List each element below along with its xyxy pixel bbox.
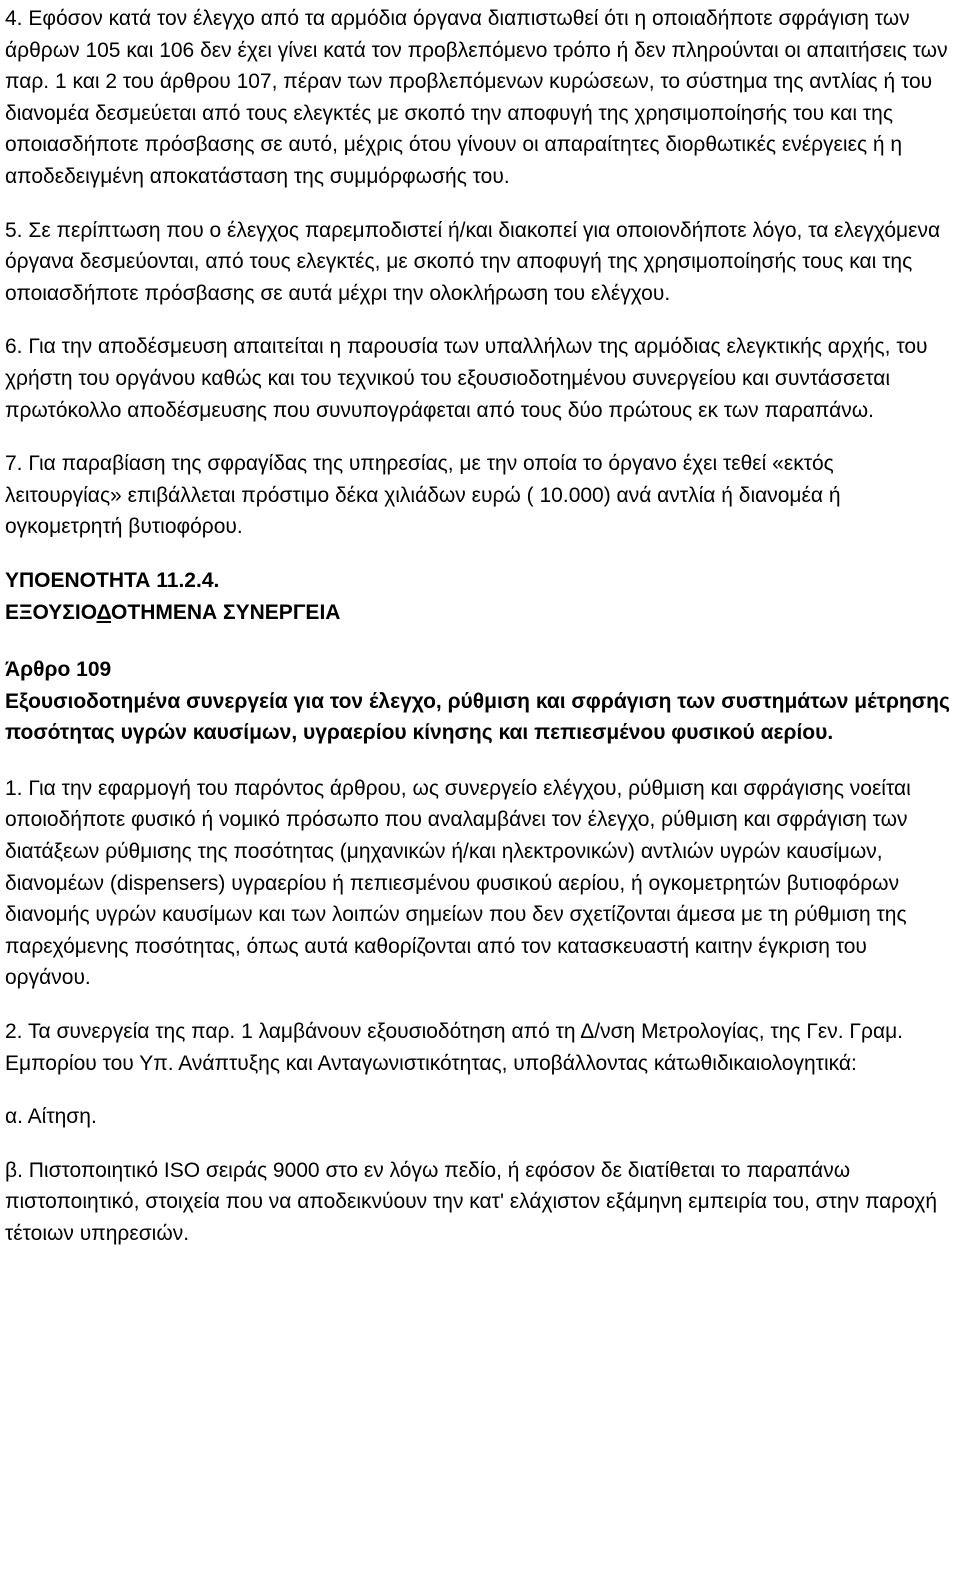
article-number: Άρθρο 109 (5, 658, 112, 682)
paragraph-7: 7. Για παραβίαση της σφραγίδας της υπηρεσίας, με την οποία το όργανο έχει τεθεί «εκτός λειτουργίας» επιβάλλεται πρόστιμο δέκα χιλιάδων ευρώ ( 10.000) ανά αντλία ή διανομέα ή ογκομετρητή βυτιοφόρου. (5, 452, 841, 539)
article-paragraph-1: 1. Για την εφαρμογή του παρόντος άρθρου, ως συνεργείο ελέγχου, ρύθμιση και σφράγισης νοείται οποιοδήποτε φυσικό ή νομικό πρόσωπο που αναλαμβάνει τον έλεγχο, ρύθμιση και σφράγιση των διατάξεων ρύθμισης της ποσότητας (μηχανικών ή/και ηλεκτρονικών) αντλιών υγρών καυσίμων, διανομέων (dispensers) υγραερίου ή πεπιεσμένου φυσικού αερίου, ή ογκομετρητών βυτιοφόρων διανομής υγρών καυσίμων και των λοιπών σημείων που δεν σχετίζονται άμεσα με τη ρύθμιση της παρεχόμενης ποσότητας, όπως αυτά καθορίζονται από τον κατασκευαστή καιτην έγκριση του οργάνου. (5, 776, 911, 990)
article-title: Εξουσιοδοτημένα συνεργεία για τον έλεγχο, ρύθμιση και σφράγιση των συστημάτων μέτρησης ποσότητας υγρών καυσίμων, υγραερίου κίνησης και πεπιεσμένου φυσικού αερίου. (5, 689, 950, 745)
document-page (5, 3, 955, 1272)
subsection-title (5, 597, 955, 629)
paragraph-4: 4. Εφόσον κατά τον έλεγχο από τα αρμόδια όργανα διαπιστωθεί ότι η οποιαδήποτε σφράγιση των άρθρων 105 και 106 δεν έχει γίνει κατά τον προβλεπόμενο τρόπο ή δεν πληρούνται οι απαιτήσεις των παρ. 1 και 2 του άρθρου 107, πέραν των προβλεπόμενων κυρώσεων, το σύστημα της αντλίας ή του διανομέα δεσμεύεται από τους ελεγκτές με σκοπό την αποφυγή της χρησιμοποίησής του και της οποιασδήποτε πρόσβασης σε αυτό, μέχρις ότου γίνουν οι απαραίτητες διορθωτικές ενέργειες ή η αποδεδειγμένη αποκατάσταση της συμμόρφωσής του. (5, 7, 948, 188)
subsection-heading (5, 565, 955, 628)
article-item-b: β. Πιστοποιητικό ISO σειράς 9000 στο εν λόγω πεδίο, ή εφόσον δε διατίθεται το παραπάνω πιστοποιητικό, στοιχεία που να αποδεικνύουν την κατ' ελάχιστον εξάμηνη εμπειρία του, στην παροχή τέτοιων υπηρεσιών. (5, 1158, 938, 1245)
article-paragraph-2: 2. Τα συνεργεία της παρ. 1 λαμβάνουν εξουσιοδότηση από τη Δ/νση Μετρολογίας, της Γεν. Γραμ. Εμπορίου του Υπ. Ανάπτυξης και Ανταγωνιστικότητας, υποβάλλοντας κάτωθιδικαιολογητικά: (5, 1020, 904, 1075)
paragraph-5: 5. Σε περίπτωση που ο έλεγχος παρεμποδιστεί ή/και διακοπεί για οποιονδήποτε λόγο, τα ελεγχόμενα όργανα δεσμεύονται, από τους ελεγκτές, με σκοπό την αποφυγή της χρησιμοποίησής τους και της οποιασδήποτε πρόσβασης σε αυτά μέχρι την ολοκλήρωση του ελέγχου. (5, 218, 941, 305)
article-item-a: α. Αίτηση. (5, 1105, 97, 1129)
subsection-title-part1: ΕΞΟΥΣΙΟ (5, 600, 97, 624)
subsection-title-part3: ΟΤΗΜΕΝΑ ΣΥΝΕΡΓΕΙΑ (111, 600, 341, 624)
subsection-title-part2: Δ (96, 600, 112, 624)
article-heading (5, 654, 955, 749)
paragraph-6: 6. Για την αποδέσμευση απαιτείται η παρουσία των υπαλλήλων της αρμόδιας ελεγκτικής αρχής, του χρήστη του οργάνου καθώς και του τεχνικού του εξουσιοδοτημένου συνεργείου και συντάσσεται πρωτόκολλο αποδέσμευσης που συνυπογράφεται από τους δύο πρώτους εκ των παραπάνω. (5, 335, 928, 422)
subsection-number: ΥΠΟΕΝΟΤΗΤΑ 11.2.4. (5, 568, 220, 592)
